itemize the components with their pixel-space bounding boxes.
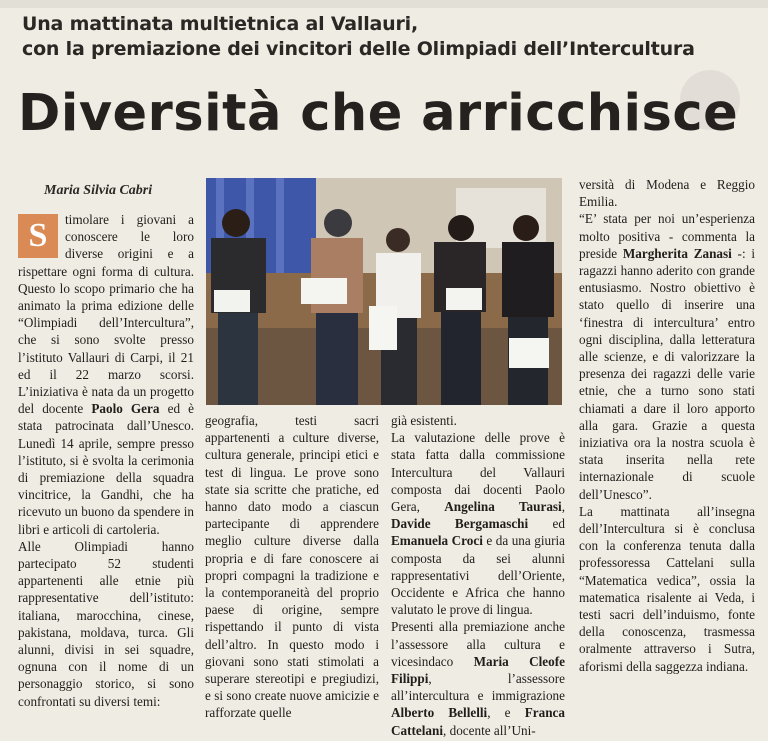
paragraph: geografia, testi sacri appartenenti a culture diverse, cultura generale, principi etici e test di lingua. Le prove sono state sia scritte che pratiche, ed hanno dato modo a ciascun partecipante di apprendere meglio culture diverse dalla propria e di fare conoscere ai propri compagni la tradizione e la contemporaneità del proprio paese di origine, sempre rispettando il punto di vista dell’altro. In questo modo i giovani sono stati stimolati a superare stereotipi e pregiudizi, e si sono create nuove amicizie e rafforzate quelle xyxy=(205,413,379,721)
paragraph: versità di Modena e Reggio Emilia. xyxy=(579,177,755,210)
paragraph xyxy=(391,429,565,618)
text-run: , xyxy=(561,499,566,515)
paragraph xyxy=(391,618,565,738)
text-run: , l’assessore all’intercultura e immigrazione xyxy=(391,671,565,704)
person-name: Paolo Gera xyxy=(91,401,160,417)
article-headline: Diversità che arricchisce xyxy=(18,84,739,143)
students-photo-illustration xyxy=(206,178,562,405)
article-author: Maria Silvia Cabri xyxy=(44,183,153,198)
text-column-2 xyxy=(205,412,379,722)
text-run: , e xyxy=(487,705,525,721)
article-subtitle xyxy=(22,12,742,62)
person-name: Franca Cattelani xyxy=(391,705,565,738)
article-photo xyxy=(206,178,562,405)
text-column-1 xyxy=(18,211,194,710)
text-run: , docente all’Uni- xyxy=(443,722,536,738)
drop-cap: S xyxy=(18,214,58,258)
paragraph: La mattinata all’insegna dell’Intercultura si è conclusa con la conferenza tenuta dalla professoressa Cattelani sulla “Matematica vedica”, ossia la matematica risalente ai Veda, i testi sacri dell’induismo, fonte della conoscenza, trasmessa oralmente attraverso i Sutra, aforismi della saggezza indiana. xyxy=(579,503,755,674)
paragraph xyxy=(18,211,194,538)
text-run: timolare i giovani a conoscere le loro diverse origini e a rispettare ogni forma di cultura. Questo lo scopo primario che ha animato la prima edizione delle “Olimpiadi dell’Intercultura”, che si sono svolte presso l’istituto Vallauri di Carpi, il 21 ed il 22 marzo scorsi. L’iniziativa è nata da un progetto del docente xyxy=(18,212,194,417)
text-run: -: i ragazzi hanno aderito con grande entusiasmo. Nostro obiettivo è stato quello di inserire una ‘finestra di intercultura’ entro ogni disciplina, dalla letteratura alle scienze, e di valorizzare la presenza dei ragazzi delle varie etnie, che a turno sono stati chiamati a dare il loro apporto alla gara. Grazie a questa iniziativa ora la nostra scuola è stata inserita nella rete internazionale di scuole dell’Unesco”. xyxy=(579,245,755,502)
person-name: Emanuela Croci xyxy=(391,533,483,549)
text-run: “E’ stata per noi un’esperienza molto positiva - commenta la preside xyxy=(579,211,755,261)
subtitle-line-2: con la premiazione dei vincitori delle Olimpiadi dell’Intercultura xyxy=(22,38,695,60)
text-column-4 xyxy=(579,176,755,675)
paragraph: già esistenti. xyxy=(391,413,457,428)
person-name: Davide Bergamaschi xyxy=(391,516,529,532)
person-name: Maria Cleofe Filippi xyxy=(391,653,565,687)
text-run: La valutazione delle prove è stata fatta dalla commissione Intercultura del Vallauri composta dai docenti Paolo Gera, xyxy=(391,430,565,515)
text-column-3 xyxy=(391,412,565,739)
paragraph: Alle Olimpiadi hanno partecipato 52 studenti appartenenti alle etnie più rappresentative dell’istituto: italiana, marocchina, cinese, pakistana, moldava, turca. Gli alunni, divisi in sei squadre, ognuna con il nome di un personaggio storico, si sono confrontati su diversi temi: xyxy=(18,538,194,709)
text-run: Presenti alla premiazione anche l’assessore alla cultura e vicesindaco xyxy=(391,619,565,669)
page-top-band xyxy=(0,0,768,8)
person-name: Angelina Taurasi xyxy=(444,499,562,515)
person-name: Margherita Zanasi xyxy=(622,245,732,261)
text-run: ed è stata patrocinata dall’Unesco. Lunedì 14 aprile, sempre presso l’istituto, si è svolta la cerimonia di premiazione della squadra vincitrice, la Gandhi, che ha ricevuto un buono da spendere in libri e articoli di cartoleria. xyxy=(18,401,195,537)
person-name: Alberto Bellelli xyxy=(391,705,488,721)
subtitle-line-1: Una mattinata multietnica al Vallauri, xyxy=(22,13,419,35)
text-run: ed xyxy=(528,516,565,532)
text-run: e da una giuria composta da sei alunni rappresentativi dell’Oriente, Occidente e Africa che hanno valutato le prove di lingua. xyxy=(391,533,565,618)
paragraph xyxy=(579,210,755,502)
